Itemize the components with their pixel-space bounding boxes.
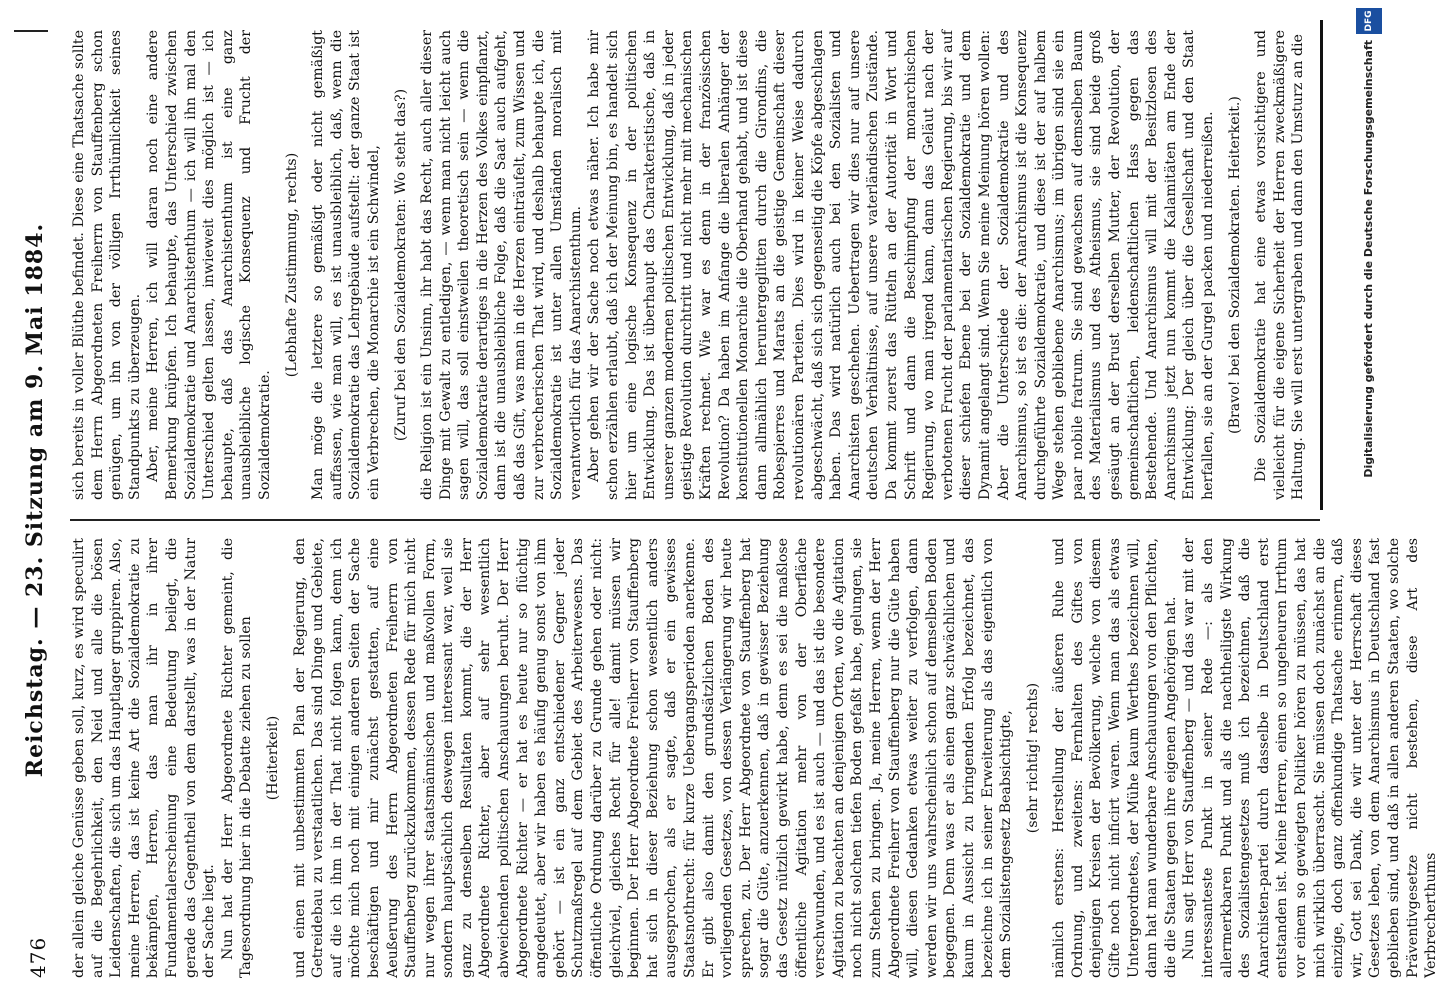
digitization-note: Digitalisierung gefördert durch die Deutsche Forschungsgemeinschaft xyxy=(1362,40,1375,478)
paragraph: und einen mit unbestimmten Plan der Regierung, den Getreidebau zu verstaatlichen. Das sind Dinge und Gebiete, auf die ich ihm in der That nicht folgen kann, denn ich möchte mich noch mit einigen anderen Seiten der Sache beschäftigen und mir zunächst gestatten, auf eine Aeußerung des Herrn Abgeordneten Freiherrn von Stauffenberg zurückzukommen, dessen Rede für mich nicht nur wegen ihrer staatsmännischen und maßvollen Form, sondern hauptsächlich deswegen interessant war, weil sie ganz zu denselben Resultaten kommt, die der Herr Abgeordnete Richter, aber auf sehr wesentlich abweichenden politischen Anschauungen beruht. Der Herr Abgeordnete Richter — er hat es heute nur so flüchtig angedeutet, aber wir haben es häufig genug sonst von ihm gehört — ist ein ganz entschiedener Gegner jeder Schutzmaßregel auf dem Gebiet des Arbeiterwesens. Das öffentliche Ordnung darüber zu Grunde gehen oder nicht: gleichviel, gleiches Recht für alle! damit müssen wir beginnen. Der Herr Abgeordnete Freiherr von Stauffenberg hat sich in dieser Beziehung schon wesentlich anders ausgesprochen, als er sagte, daß er ein gewisses Staatsnothrecht: für kurze Uebergangsperioden anerkenne. Er gibt also damit den grundsätzlichen Boden des vorliegenden Gesetzes, von dessen Verlängerung wir heute sprechen, zu. Der Herr Abgeordnete von Stauffenberg hat sogar die Güte, anzuerkennen, daß in gewisser Beziehung das Gesetz nützlich gewirkt habe, denn es sei die maßlose öffentliche Agitation mehr von der Oberfläche verschwunden, und es ist auch — und das ist die besondere Agitation zu beachten an denjenigen Orten, wo die Agitation noch nicht solchen tiefen Boden gefaßt habe, gelungen, sie zum Stehen zu bringen. Ja, meine Herren, wenn der Herr Abgeordnete Freiherr von Stauffenberg nur die Güte haben will, diesen Gedanken etwas weiter zu verfolgen, dann werden wir uns wahrscheinlich schon auf demselben Boden begegnen. Denn was er als einen ganz schwächlichen und kaum in Aussicht zu bringenden Erfolg bezeichnet, das bezeichne ich in seiner Erweiterung als das eigentlich von dem Sozialistengesetz Beabsichtigte, xyxy=(291,538,1015,978)
page-number: 476 xyxy=(26,936,50,978)
paragraph: nämlich erstens: Herstellung der äußeren Ruhe und Ordnung, und zweitens: Fernhalten des Giftes von denjenigen Kreisen der Bevölkerung, welche von diesem Gifte noch nicht inficirt waren. Wenn man das als etwas Untergeordnetes, der Mühe kaum Werthes bezeichnen will, dann hat man wunderbare Anschauungen von den Pflichten, die die Staaten gegen ihre eigenen Angehörigen hat. xyxy=(1051,538,1179,978)
interjection: (Lebhafte Zustimmung, rechts) xyxy=(283,152,300,378)
paragraph: der allein gleiche Genüsse geben soll, kurz, es wird speculirt auf die Begehrlichkeit, den Neid und alle die bösen Leidenschaften, die sich um das Hauptlager gruppiren. Also, meine Herren, das ist keine Art die Sozialdemokratie zu bekämpfen, Herren, das man ihr in ihrer Fundamentalerscheinung eine Bedeutung beilegt, die gerade das Gegentheil von dem darstellt, was in der Natur der Sache liegt. xyxy=(71,538,218,978)
left-text-column xyxy=(70,538,1440,978)
header-mark xyxy=(14,30,48,32)
page-header xyxy=(0,0,70,1000)
column-end-rule xyxy=(1320,20,1323,510)
interjection: (Bravo! bei den Sozialdemokraten. Heiterkeit.) xyxy=(1226,96,1243,434)
interjection: (Zuruf bei den Sozialdemokraten: Wo steht das?) xyxy=(392,88,409,442)
running-head: Reichstag. — 23. Sitzung am 9. Mai 1884. xyxy=(22,222,48,778)
paragraph: Aber, meine Herren, ich will daran noch eine andere Bemerkung knüpfen. Ich behaupte, das Unterschied zwischen Sozialdemokratie und Anarchistenthum — ich will ihn mal den Unterschied gelten lassen, inwieweit dies möglich ist — ich behaupte, daß das Anarchistenthum ist eine ganz unausbleibliche logische Konsequenz und Frucht der Sozialdemokratie. xyxy=(145,30,273,500)
interjection: (Heiterkeit) xyxy=(264,715,281,801)
paragraph: Die Sozialdemokratie hat eine etwas vorsichtigere und vielleicht für die eigene Sicherheit der Herren zweckmäßigere Haltung. Sie will erst untergraben und dann den Umsturz an die xyxy=(1253,30,1307,500)
page-footer xyxy=(1350,0,1390,1000)
dfg-logo: DFG xyxy=(1356,8,1382,34)
paragraph: Nun sagt Herr von Stauffenberg — und das war mit der interessanteste Punkt in seiner Rede —: als den allermerkbaren Punkt und als die nachtheiligste Wirkung des Sozialistengesetzes muß ich bezeichnen, daß die Anarchisten-partei durch dasselbe in Deutschland erst entstanden ist. Meine Herren, einen so ungeheuren Irrthum vor einem so gewiegten Politiker hören zu müssen, das hat mich wirklich überrascht. Sie müssen doch zunächst an die einzige, doch ganz offenkundige Thatsache erinnern, daß wir, Gott sei Dank, die wir unter der Herrschaft dieses Gesetzes leben, von dem Anarchismus in Deutschland fast geblieben sind, und daß in allen anderen Staaten, wo solche Präventivgesetze nicht bestehen, diese Art des Verbrecherthums xyxy=(1181,538,1440,978)
paragraph: die Religion ist ein Unsinn, ihr habt das Recht, auch aller dieser Dinge mit Gewalt zu entledigen, — wenn man nicht leicht auch sagen will, das soll einstweilen theoretisch sein — wenn die Sozialdemokratie derartiges in die Herzen des Volkes einpflanzt, dann ist die unausbleibliche Folge, daß die Saat auch aufgeht, daß das Gift, was man in die Herzen einträufelt, zum Wissen und zur verbrecherischen That wird, und deshalb behaupte ich, die Sozialdemokratie ist unter allen Umständen moralisch mit verantwortlich für das Anarchistenthum. xyxy=(419,30,584,500)
paragraph: Nun hat der Herr Abgeordnete Richter gemeint, die Tagesordnung hier in die Debatte ziehen zu sollen xyxy=(219,538,255,978)
paragraph: Aber gehen wir der Sache noch etwas näher. Ich habe mir schon erzählen erlaubt, daß ich der Meinung bin, es handelt sich hier um eine logische Konsequenz in der politischen Entwicklung. Das ist überhaupt das Charakteristische, daß in unserer ganzen modernen politischen Entwicklung, daß in jeder geistige Revolution durchtritt und nicht mehr mit mechanischen Kräften rechnet. Wie war es denn in der französischen Revolution? Da haben im Anfange die liberalen Anhänger der konstitutionellen Monarchie die Oberhand gehabt, und ist diese dann allmählich heruntergeglitten durch die Girondins, die Robespierres und Marats an die geistige Gemeinschaft dieser revolutionären Parteien. Dies wird in keiner Weise dadurch abgeschwächt, daß sich sich gegenseitig die Köpfe abgeschlagen haben. Das wird natürlich auch bei den Sozialisten und Anarchisten geschehen. Uebertragen wir dies nur auf unsere deutschen Verhältnisse, auf unsere vaterländischen Zustände. Da kommt zuerst das Rütteln an der Autorität in Wort und Schrift und dann die Beschimpfung der monarchischen Regierung, wo man irgend kann, dann das Geläut nach der verbotenen Frucht der parlamentarischen Regierung, bis wir auf dieser schiefen Ebene bei der Sozialdemokratie und dem Dynamit angelangt sind. Wenn Sie meine Meinung hören wollen: Aber die Unterschiede der Sozialdemokratie und des Anarchismus, so ist es die: der Anarchismus ist die Konsequenz durchgeführte Sozialdemokratie, und diese ist der auf halbem Wege stehen gebliebene Anarchismus; im übrigen sind sie ein paar nobile fratrum. Sie sind gewachsen auf demselben Baum des Materialismus und des Atheismus, sie sind beide groß gesäugt an der Brust derselben Mutter, der Revolution, der gemeinschaftlichen, leidenschaftlichen Hass gegen das Bestehende. Und Anarchismus will mit der Besitzlosen des Anarchismus jetzt nun kommt die Kalamitäten am Ende der Entwicklung: Der gleich über die Gesellschaft und den Staat herfallen, sie an der Gurgel packen und niederreißen. xyxy=(586,30,1217,500)
paragraph: sich bereits in voller Blüthe befindet. Diese eine Thatsache sollte dem Herrn Abgeordneten Freiherrn von Stauffenberg schon genügen, um ihn von der völligen Irrthümlichkeit seines Standpunkts zu überzeugen. xyxy=(71,30,143,500)
interjection: (sehr richtig! rechts) xyxy=(1024,682,1041,834)
column-divider xyxy=(70,519,1320,521)
paragraph: Man möge die letztere so gemäßigt oder nicht gemäßigt auffassen, wie man will, es ist unausbleiblich, daß, wenn die Sozialdemokratie das Lehrgebäude aufstellt: der ganze Staat ist ein Verbrechen, die Monarchie ist ein Schwindel, xyxy=(310,30,382,500)
right-text-column xyxy=(70,30,1340,500)
